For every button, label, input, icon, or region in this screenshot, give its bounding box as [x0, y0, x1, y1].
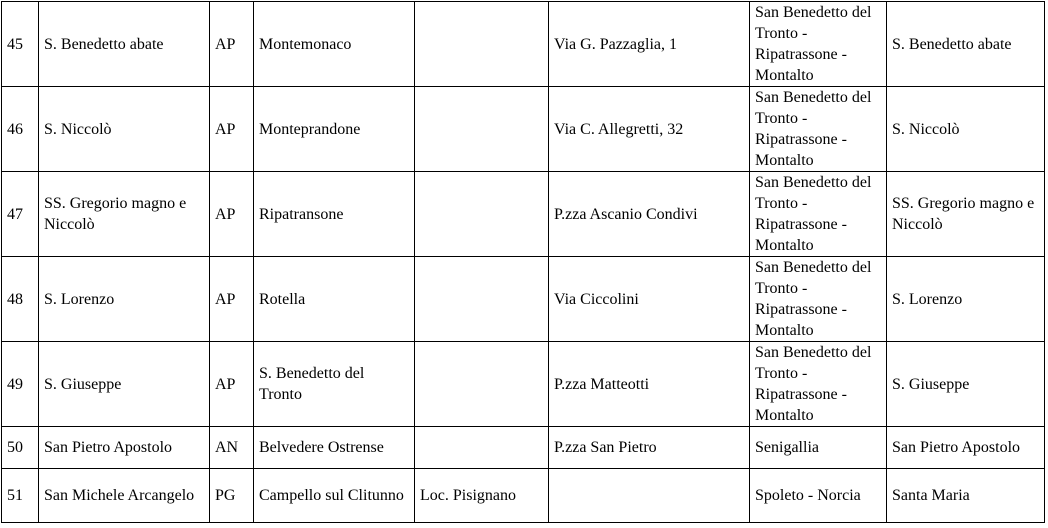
municipality: Montemonaco [254, 2, 415, 87]
parish-name: S. Benedetto abate [39, 2, 210, 87]
province: AP [210, 172, 254, 257]
municipality: Ripatransone [254, 172, 415, 257]
province: AN [210, 427, 254, 469]
diocese: San Benedetto del Tronto - Ripatrassone - Montalto [750, 257, 887, 342]
table-row [2, 342, 1045, 427]
address: Via Ciccolini [549, 257, 750, 342]
diocese: San Benedetto del Tronto - Ripatrassone - Montalto [750, 2, 887, 87]
row-number: 50 [2, 427, 39, 469]
row-number: 51 [2, 469, 39, 523]
province: PG [210, 469, 254, 523]
row-number: 45 [2, 2, 39, 87]
diocese: Senigallia [750, 427, 887, 469]
parish-name: San Michele Arcangelo [39, 469, 210, 523]
address: P.zza Ascanio Condivi [549, 172, 750, 257]
diocese: San Benedetto del Tronto - Ripatrassone - Montalto [750, 87, 887, 172]
table-row [2, 87, 1045, 172]
parish-name: San Pietro Apostolo [39, 427, 210, 469]
parish-name: S. Niccolò [39, 87, 210, 172]
row-number: 49 [2, 342, 39, 427]
locality: Loc. Pisignano [415, 469, 549, 523]
municipality: Monteprandone [254, 87, 415, 172]
parish-name: SS. Gregorio magno e Niccolò [39, 172, 210, 257]
parish-table [1, 1, 1045, 523]
parish-name: S. Giuseppe [39, 342, 210, 427]
address: Via G. Pazzaglia, 1 [549, 2, 750, 87]
address: P.zza San Pietro [549, 427, 750, 469]
row-number: 48 [2, 257, 39, 342]
diocese: San Benedetto del Tronto - Ripatrassone - Montalto [750, 172, 887, 257]
province: AP [210, 342, 254, 427]
address [549, 469, 750, 523]
locality [415, 172, 549, 257]
table-row [2, 2, 1045, 87]
address: Via C. Allegretti, 32 [549, 87, 750, 172]
diocese: Spoleto - Norcia [750, 469, 887, 523]
locality [415, 2, 549, 87]
table-row [2, 469, 1045, 523]
parish-name: S. Lorenzo [39, 257, 210, 342]
church-name: S. Lorenzo [887, 257, 1045, 342]
municipality: Belvedere Ostrense [254, 427, 415, 469]
church-name: S. Benedetto abate [887, 2, 1045, 87]
table-row [2, 257, 1045, 342]
locality [415, 257, 549, 342]
church-name: S. Niccolò [887, 87, 1045, 172]
diocese: San Benedetto del Tronto - Ripatrassone - Montalto [750, 342, 887, 427]
province: AP [210, 2, 254, 87]
church-name: San Pietro Apostolo [887, 427, 1045, 469]
locality [415, 427, 549, 469]
locality [415, 87, 549, 172]
table-row [2, 172, 1045, 257]
province: AP [210, 257, 254, 342]
church-name: SS. Gregorio magno e Niccolò [887, 172, 1045, 257]
row-number: 46 [2, 87, 39, 172]
municipality: Campello sul Clitunno [254, 469, 415, 523]
address: P.zza Matteotti [549, 342, 750, 427]
municipality: Rotella [254, 257, 415, 342]
church-name: Santa Maria [887, 469, 1045, 523]
church-name: S. Giuseppe [887, 342, 1045, 427]
province: AP [210, 87, 254, 172]
row-number: 47 [2, 172, 39, 257]
municipality: S. Benedetto del Tronto [254, 342, 415, 427]
locality [415, 342, 549, 427]
table-row [2, 427, 1045, 469]
